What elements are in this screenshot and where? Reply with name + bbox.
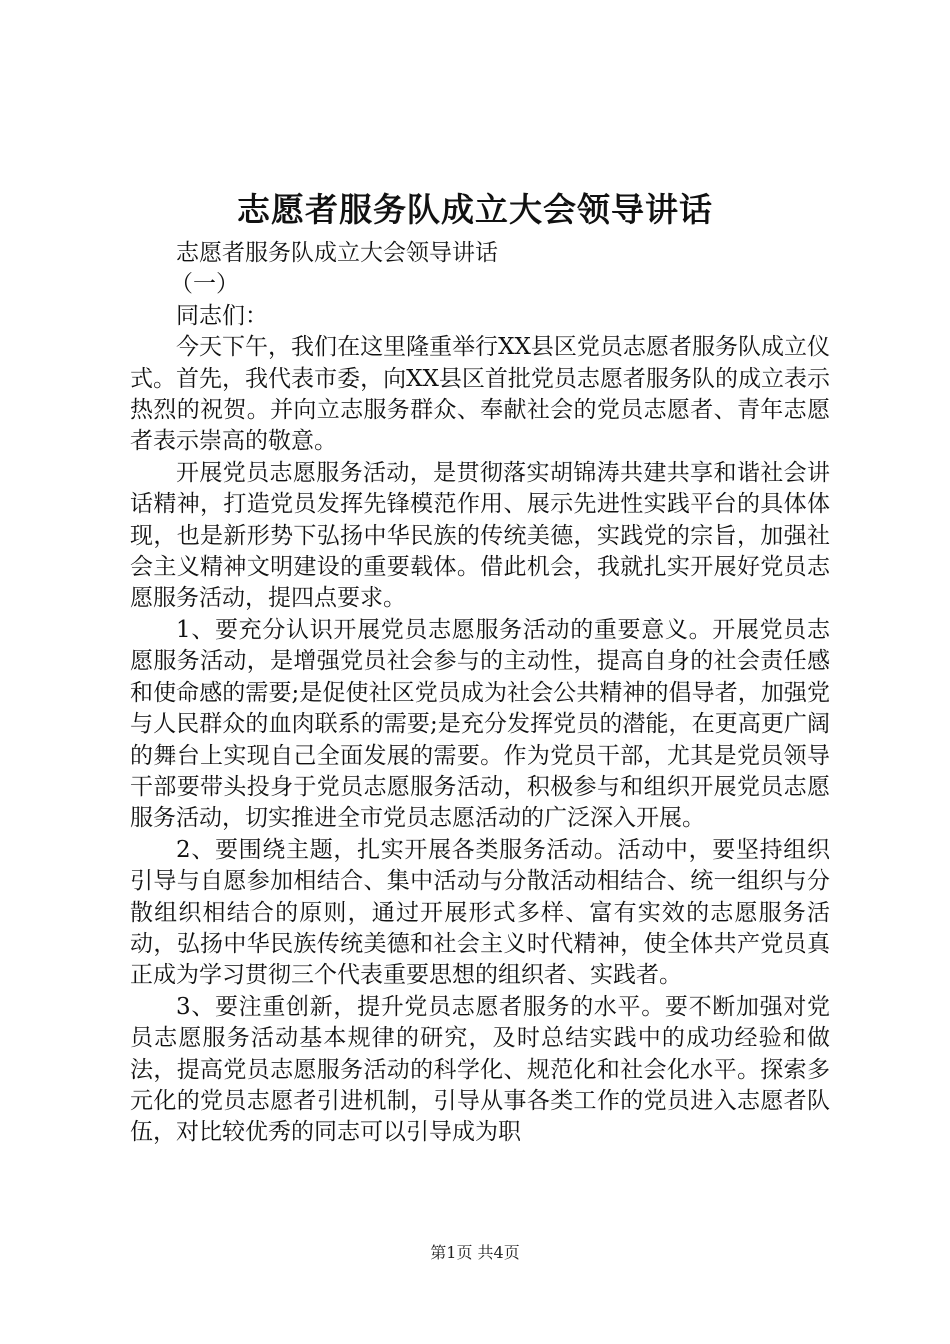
- paragraph-3: 1、要充分认识开展党员志愿服务活动的重要意义。开展党员志愿服务活动，是增强党员社会参与的主动性，提高自身的社会责任感和使命感的需要;是促使社区党员成为社会公共精神的倡导者，加强党与人民群众的血肉联系的需要;是充分发挥党员的潜能，在更高更广阔的舞台上实现自己全面发展的需要。作为党员干部，尤其是党员领导干部要带头投身于党员志愿服务活动，积极参与和组织开展党员志愿服务活动，切实推进全市党员志愿活动的广泛深入开展。: [130, 616, 830, 832]
- document-subtitle: 志愿者服务队成立大会领导讲话: [176, 240, 498, 266]
- salutation: 同志们：: [176, 302, 268, 329]
- paragraph-4: 2、要围绕主题，扎实开展各类服务活动。活动中，要坚持组织引导与自愿参加相结合、集中活动与分散活动相结合、统一组织与分散组织相结合的原则，通过开展形式多样、富有实效的志愿服务活动，弘扬中华民族传统美德和社会主义时代精神，使全体共产党员真正成为学习贯彻三个代表重要思想的组织者、实践者。: [130, 836, 830, 989]
- paragraph-5: 3、要注重创新，提升党员志愿者服务的水平。要不断加强对党员志愿服务活动基本规律的研究，及时总结实践中的成功经验和做法，提高党员志愿服务活动的科学化、规范化和社会化水平。探索多元化的党员志愿者引进机制，引导从事各类工作的党员进入志愿者队伍，对比较优秀的同志可以引导成为职: [130, 993, 830, 1146]
- page-number-footer: 第1页 共4页: [430, 1243, 520, 1262]
- document-title: 志愿者服务队成立大会领导讲话: [237, 190, 713, 229]
- paragraph-2: 开展党员志愿服务活动，是贯彻落实胡锦涛共建共享和谐社会讲话精神，打造党员发挥先锋模范作用、展示先进性实践平台的具体体现，也是新形势下弘扬中华民族的传统美德，实践党的宗旨，加强社会主义精神文明建设的重要载体。借此机会，我就扎实开展好党员志愿服务活动，提四点要求。: [130, 459, 830, 612]
- section-mark: （一）: [170, 271, 239, 298]
- paragraph-1: 今天下午，我们在这里隆重举行XX县区党员志愿者服务队成立仪式。首先，我代表市委，向XX县区首批党员志愿者服务队的成立表示热烈的祝贺。并向立志服务群众、奉献社会的党员志愿者、青年志愿者表示崇高的敬意。: [130, 334, 830, 455]
- document-body: [130, 238, 830, 1149]
